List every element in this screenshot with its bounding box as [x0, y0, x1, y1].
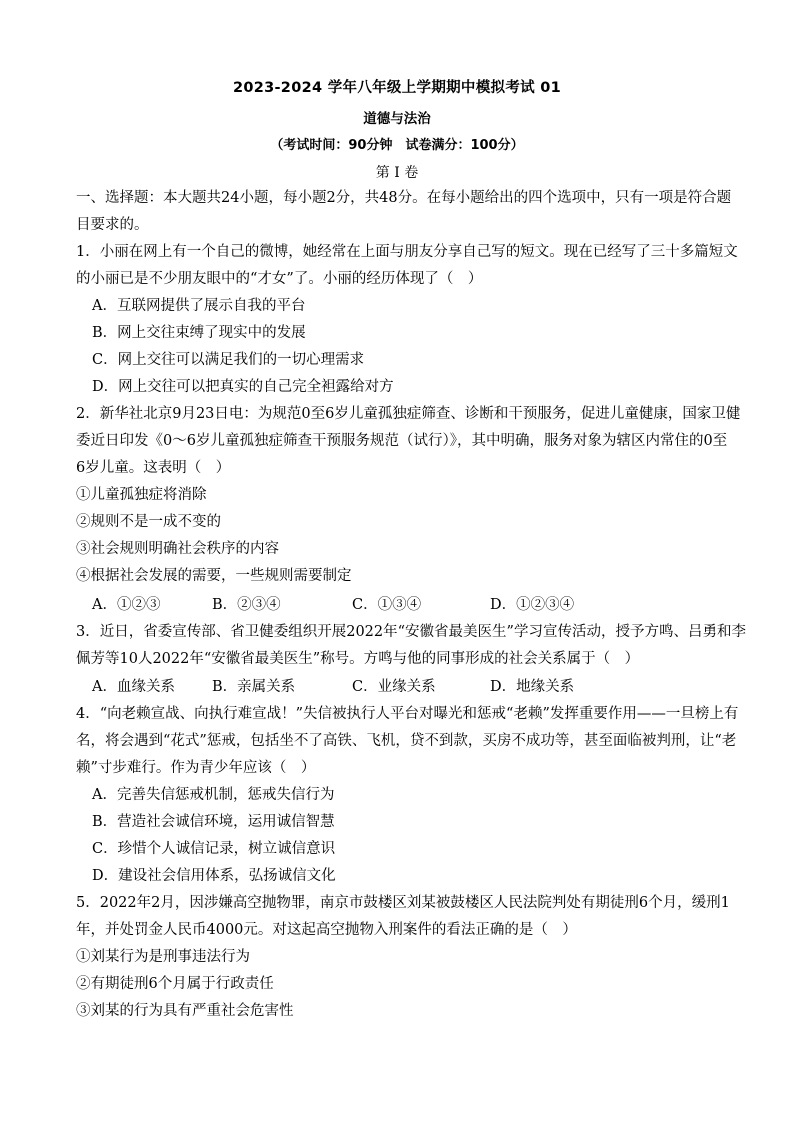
- q3-option-c[interactable]: C．业缘关系: [352, 679, 436, 695]
- q4-option-a[interactable]: A．完善失信惩戒机制，惩戒失信行为: [92, 787, 335, 803]
- q3-option-d[interactable]: D．地缘关系: [490, 679, 575, 695]
- q5-statement-3: ③刘某的行为具有严重社会危害性: [76, 1003, 294, 1019]
- q2-statement-2: ②规则不是一成不变的: [76, 514, 221, 530]
- q1-option-c[interactable]: C．网上交往可以满足我们的一切心理需求: [92, 352, 365, 368]
- q4-option-b[interactable]: B．营造社会诚信环境，运用诚信智慧: [92, 814, 335, 830]
- q2-option-d[interactable]: D．①②③④: [490, 597, 575, 613]
- q2-stem-line-2: 委近日印发《0～6岁儿童孤独症筛查干预服务规范（试行）》，其中明确，服务对象为辖区内常住的0至: [76, 433, 728, 449]
- q4-stem-line-3: 赖”寸步难行。作为青少年应该（ ）: [76, 760, 316, 776]
- subject-heading: 道德与法治: [363, 111, 431, 127]
- exam-info: （考试时间：90分钟 试卷满分：100分）: [270, 138, 524, 153]
- q1-option-b[interactable]: B．网上交往束缚了现实中的发展: [92, 325, 306, 341]
- q4-option-d[interactable]: D．建设社会信用体系，弘扬诚信文化: [92, 868, 336, 884]
- q2-option-b[interactable]: B．②③④: [212, 597, 281, 613]
- q5-statement-2: ②有期徒刑6个月属于行政责任: [76, 976, 274, 992]
- q2-stem-line-1: 2．新华社北京9月23日电：为规范0至6岁儿童孤独症筛查、诊断和干预服务，促进儿童健康，国家卫健: [76, 406, 741, 422]
- volume-label: 第 I 卷: [375, 165, 419, 181]
- q4-option-c[interactable]: C．珍惜个人诚信记录，树立诚信意识: [92, 841, 336, 857]
- section-intro-line-1: 一、选择题：本大题共24小题，每小题2分，共48分。在每小题给出的四个选项中，只有一项是符合题: [76, 190, 732, 206]
- q5-statement-1: ①刘某行为是刑事违法行为: [76, 949, 250, 965]
- q5-stem-line-2: 年，并处罚金人民币4000元。对这起高空抛物入刑案件的看法正确的是（ ）: [76, 922, 577, 938]
- q2-statement-3: ③社会规则明确社会秩序的内容: [76, 541, 279, 557]
- q3-option-b[interactable]: B．亲属关系: [212, 679, 296, 695]
- q3-stem-line-1: 3．近日，省委宣传部、省卫健委组织开展2022年“安徽省最美医生”学习宣传活动，授予方鸣、吕勇和李: [76, 624, 746, 640]
- q3-stem-line-2: 佩芳等10人2022年“安徽省最美医生”称号。方鸣与他的同事形成的社会关系属于（ ）: [76, 651, 640, 667]
- section-intro-line-2: 目要求的。: [76, 217, 149, 233]
- q4-stem-line-2: 名，将会遇到“花式”惩戒，包括坐不了高铁、飞机，贷不到款，买房不成功等，甚至面临被判刑，让“老: [76, 733, 737, 749]
- q2-option-c[interactable]: C．①③④: [352, 597, 422, 613]
- q3-option-a[interactable]: A．血缘关系: [92, 679, 175, 695]
- q1-stem-line-1: 1．小丽在网上有一个自己的微博，她经常在上面与朋友分享自己写的短文。现在已经写了三十多篇短文: [76, 244, 738, 260]
- exam-title: 2023-2024 学年八年级上学期期中模拟考试 01: [232, 80, 562, 96]
- q2-statement-1: ①儿童孤独症将消除: [76, 487, 207, 503]
- q1-option-a[interactable]: A．互联网提供了展示自我的平台: [92, 298, 306, 314]
- q1-option-d[interactable]: D．网上交往可以把真实的自己完全袒露给对方: [92, 379, 394, 395]
- q4-stem-line-1: 4．“向老赖宣战、向执行难宣战！”失信被执行人平台对曝光和惩戒“老赖”发挥重要作用——一旦榜上有: [76, 706, 739, 722]
- q2-stem-line-3: 6岁儿童。这表明（ ）: [76, 460, 231, 476]
- q1-stem-line-2: 的小丽已是不少朋友眼中的“才女”了。小丽的经历体现了（ ）: [76, 271, 483, 287]
- q2-option-a[interactable]: A．①②③: [92, 597, 161, 613]
- q2-statement-4: ④根据社会发展的需要，一些规则需要制定: [76, 568, 352, 584]
- q5-stem-line-1: 5．2022年2月，因涉嫌高空抛物罪，南京市鼓楼区刘某被鼓楼区人民法院判处有期徒刑6个月，缓刑1: [76, 895, 730, 911]
